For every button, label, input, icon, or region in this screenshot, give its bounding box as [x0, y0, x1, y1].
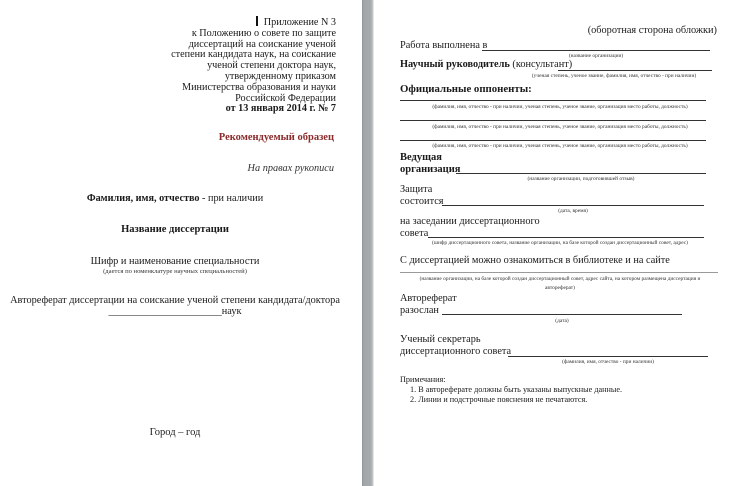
lead-org-note: (название организации, подготовившей отзыв) [527, 176, 635, 182]
secretary-label [400, 334, 511, 358]
specialty-label: Шифр и наименование специальности [90, 256, 260, 267]
work-done-line [482, 50, 710, 51]
text-cursor [256, 16, 258, 26]
defense-note: (дата, время) [558, 208, 588, 214]
appendix-header [171, 16, 336, 115]
back-side-label: (оборотная сторона обложки) [587, 25, 717, 36]
defense-line2: состоится [400, 196, 444, 207]
secretary-line [508, 356, 708, 357]
dissertation-title: Название диссертации [121, 224, 229, 235]
library-note-1: (название организации, на базе которой создан диссертационный совет, адрес сайта, на котором размещена диссертация и [419, 276, 701, 282]
opponent-2-note: (фамилия, имя, отчество - при наличии, ученая степень, ученое звание, организация место работы, должность) [432, 124, 688, 130]
lead-org-line [456, 173, 706, 174]
science-field-blank: ______________________ [108, 306, 222, 317]
city-year: Город – год [149, 427, 201, 438]
opponent-1-note: (фамилия, имя, отчество - при наличии, ученая степень, ученое звание, организация место работы, должность) [432, 104, 688, 110]
sent-line [442, 314, 682, 315]
defense-line1: Защита [400, 184, 433, 195]
supervisor-line [558, 70, 712, 71]
opponent-1-line [400, 100, 706, 101]
council-line [428, 237, 704, 238]
council-note: (шифр диссертационного совета, название организации, на базе которой создан диссертационный совет, адрес) [432, 240, 688, 246]
library-label: С диссертацией можно ознакомиться в библиотеке и на сайте [400, 255, 670, 266]
sent-line2: разослан [400, 305, 439, 316]
appendix-line: диссертаций на соискание ученой [188, 38, 336, 50]
notes-title: Примечания: [400, 375, 446, 384]
science-suffix: наук [221, 306, 242, 317]
specialty-note: (дается по номенклатуре научных специальностей) [103, 268, 247, 275]
lead-org-line1: Ведущая [400, 152, 442, 163]
page-separator [362, 0, 374, 486]
secretary-note: (фамилия, имя, отчество - при наличии) [562, 359, 654, 365]
author-name-placeholder [0, 193, 350, 204]
opponent-3-note: (фамилия, имя, отчество - при наличии, ученая степень, ученое звание, организация место работы, должность) [432, 143, 688, 149]
author-name-suffix: - при наличии [199, 193, 264, 204]
work-done-note: (название организации) [568, 53, 624, 59]
abstract-line-2 [0, 306, 350, 317]
appendix-line: утвержденному приказом [224, 70, 336, 82]
recommended-sample-label: Рекомендуемый образец [218, 132, 334, 143]
appendix-line: к Положению о совете по защите [191, 27, 336, 39]
secretary-line1: Ученый секретарь [400, 334, 481, 345]
appendix-number: Приложение N 3 [263, 17, 336, 28]
defense-label [400, 184, 444, 208]
library-note-2: автореферат) [545, 285, 575, 291]
council-line1: на заседании диссертационного [400, 216, 540, 227]
defense-line [442, 205, 704, 206]
note-item: 1. В автореферате должны быть указаны выпускные данные. [410, 385, 623, 394]
appendix-line: ученой степени доктора наук, [207, 60, 336, 72]
appendix-date: от 13 января 2014 г. № 7 [225, 103, 336, 115]
supervisor-bold: Научный руководитель [400, 59, 510, 70]
manuscript-rights-label: На правах рукописи [247, 163, 334, 174]
sent-line1: Автореферат [400, 293, 457, 304]
appendix-line: Министерства образования и науки [182, 81, 336, 93]
document-page-cover [0, 0, 362, 486]
opponent-3-line [400, 140, 706, 141]
lead-org-line2: организация [400, 164, 461, 175]
supervisor-note: (ученая степень, ученое звание, фамилия, имя, отчество - при наличии) [531, 73, 697, 79]
supervisor-suffix: (консультант) [509, 59, 573, 70]
supervisor-label [400, 59, 572, 70]
abstract-line-1: Автореферат диссертации на соискание ученой степени кандидата/доктора [10, 295, 340, 306]
note-item: 2. Линии и подстрочные пояснения не печатаются. [410, 395, 588, 404]
appendix-line: Российской Федерации [235, 92, 336, 104]
appendix-line: степени кандидата наук, на соискание [171, 49, 336, 61]
secretary-line2: диссертационного совета [400, 346, 512, 357]
council-line2: совета [400, 228, 429, 239]
document-page-back-cover [374, 0, 735, 486]
sent-note: (дата) [555, 318, 569, 324]
work-done-label: Работа выполнена в [400, 40, 488, 51]
library-line [400, 272, 718, 273]
abstract-statement [0, 295, 350, 317]
lead-org-label [400, 152, 460, 176]
author-name-bold: Фамилия, имя, отчество [86, 193, 200, 204]
opponents-title: Официальные оппоненты: [400, 83, 532, 95]
opponent-2-line [400, 120, 706, 121]
